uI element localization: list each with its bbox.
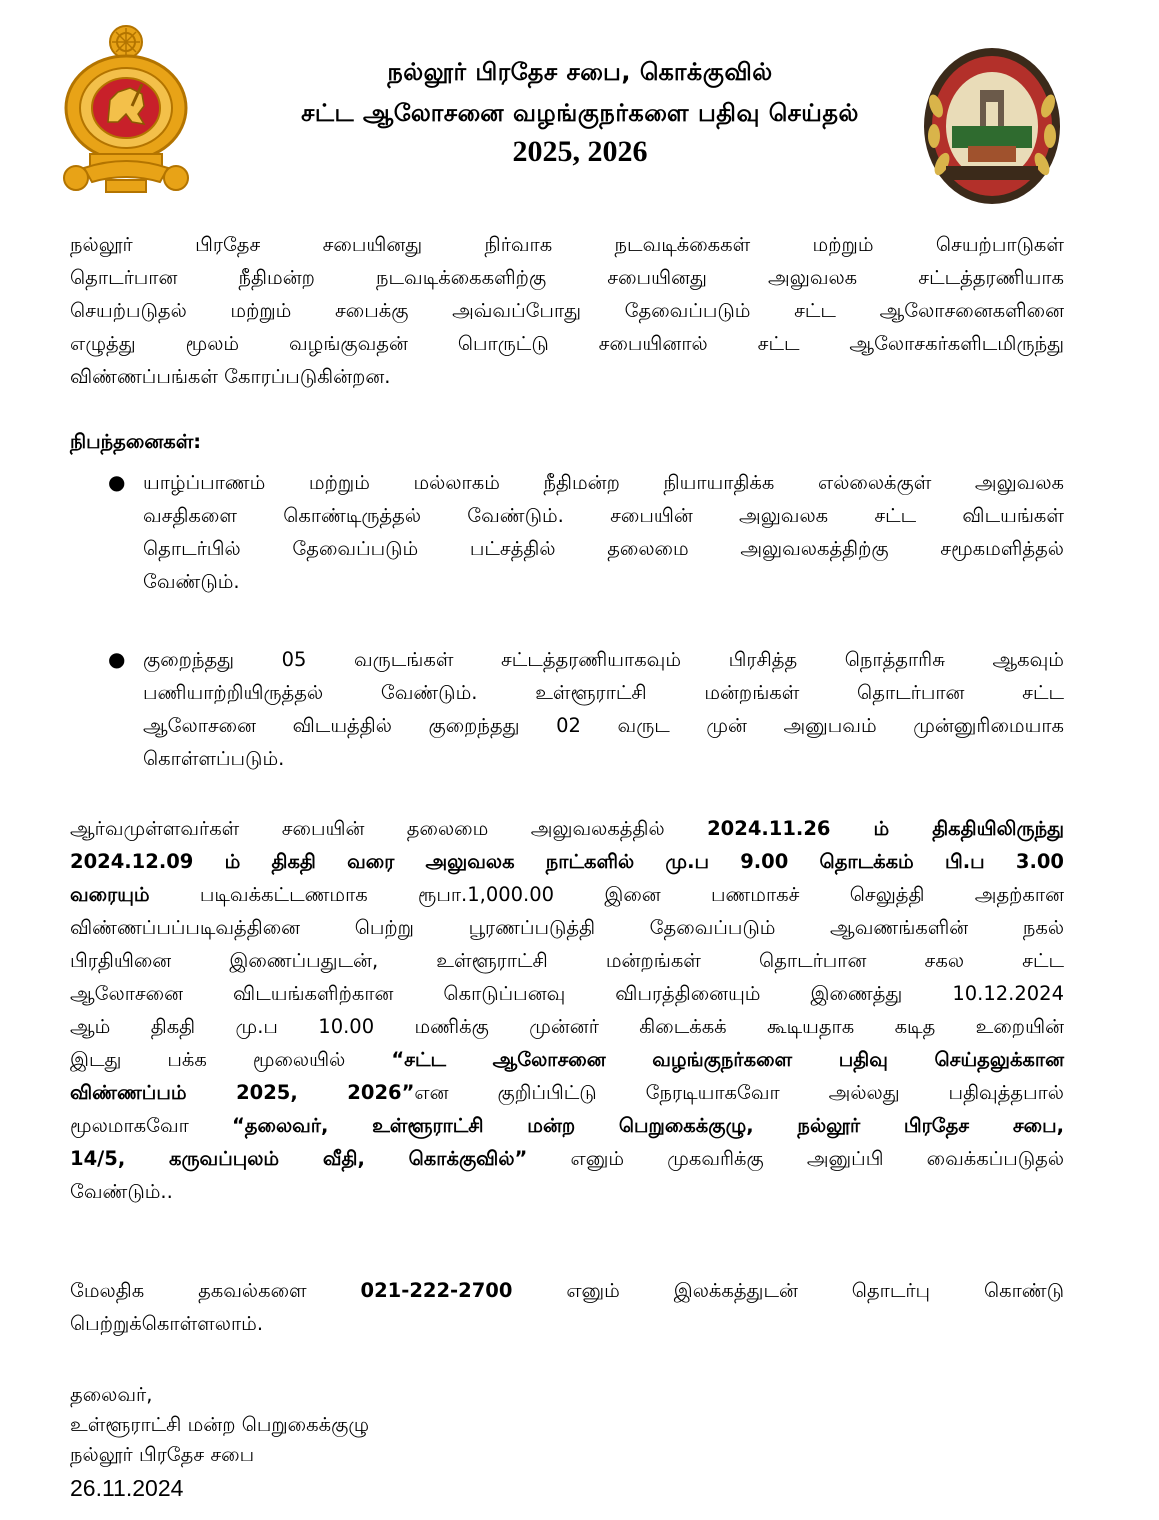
- application-line: மூலமாகவோ “தலைவர், உள்ளூராட்சி மன்ற பெறுகைக்குழு, நல்லூர் பிரதேச சபை,: [70, 1114, 1064, 1137]
- header-title: சட்ட ஆலோசனை வழங்குநர்களை பதிவு செய்தல்: [301, 99, 859, 127]
- contact-paragraph: [70, 1274, 1064, 1340]
- application-line: இடது பக்க மூலையில் “சட்ட ஆலோசனை வழங்குநர்களை பதிவு செய்தலுக்கான: [70, 1048, 1065, 1071]
- application-line: பிரதியினை இணைப்பதுடன், உள்ளூராட்சி மன்றங்கள் தொடர்பான சகல சட்ட: [70, 949, 1064, 972]
- condition-item: [143, 643, 1064, 775]
- application-line: ஆம் திகதி மு.ப 10.00 மணிக்கு முன்னர் கிடைக்கக் கூடியதாக கடித உறையின்: [70, 1015, 1064, 1038]
- intro-line: செயற்படுதல் மற்றும் சபைக்கு அவ்வப்போது தேவைப்படும் சட்ட ஆலோசனைகளினை: [70, 299, 1064, 322]
- condition-line: கொள்ளப்படும்.: [143, 747, 285, 770]
- application-line: 14/5, கருவப்புலம் வீதி, கொக்குவில்” எனும் முகவரிக்கு அனுப்பி வைக்கப்படுதல்: [70, 1147, 1065, 1170]
- application-line: வேண்டும்..: [70, 1180, 173, 1203]
- condition-line: ஆலோசனை விடயத்தில் குறைந்தது 02 வருட முன் அனுபவம் முன்னுரிமையாக: [143, 714, 1064, 737]
- condition-line: தொடர்பில் தேவைப்படும் பட்சத்தில் தலைமை அலுவலகத்திற்கு சமூகமளித்தல்: [143, 537, 1064, 560]
- application-line: விண்ணப்பம் 2025, 2026”என குறிப்பிட்டு நேரடியாகவோ அல்லது பதிவுத்தபால்: [70, 1081, 1064, 1104]
- condition-item: [143, 466, 1064, 598]
- condition-line: குறைந்தது 05 வருடங்கள் சட்டத்தரணியாகவும் பிரசித்த நொத்தாரிசு ஆகவும்: [143, 648, 1064, 671]
- intro-line: நல்லூர் பிரதேச சபையினது நிர்வாக நடவடிக்கைகள் மற்றும் செயற்பாடுகள்: [70, 233, 1064, 256]
- intro-paragraph: [70, 228, 1064, 393]
- header-council-name: நல்லூர் பிரதேச சபை, கொக்குவில்: [387, 58, 773, 86]
- application-paragraph: [70, 812, 1064, 1208]
- sri-lanka-emblem-logo: [60, 22, 192, 194]
- application-line: ஆலோசனை விடயங்களிற்கான கொடுப்பனவு விபரத்தினையும் இணைத்து 10.12.2024: [70, 982, 1064, 1005]
- signature-committee: உள்ளூராட்சி மன்ற பெறுகைக்குழு: [70, 1413, 370, 1436]
- signature-date: 26.11.2024: [70, 1475, 184, 1501]
- condition-line: வசதிகளை கொண்டிருத்தல் வேண்டும். சபையின் அலுவலக சட்ட விடயங்கள்: [143, 504, 1064, 527]
- intro-line: தொடர்பான நீதிமன்ற நடவடிக்கைகளிற்கு சபையினது அலுவலக சட்டத்தரணியாக: [70, 266, 1064, 289]
- intro-line: எழுத்து மூலம் வழங்குவதன் பொருட்டு சபையினால் சட்ட ஆலோசகர்களிடமிருந்து: [70, 332, 1064, 355]
- signature-council: நல்லூர் பிரதேச சபை: [70, 1443, 255, 1466]
- signature-title: தலைவர்,: [70, 1383, 153, 1406]
- condition-line: வேண்டும்.: [143, 570, 240, 593]
- contact-line: பெற்றுக்கொள்ளலாம்.: [70, 1312, 264, 1335]
- intro-line: விண்ணப்பங்கள் கோரப்படுகின்றன.: [70, 365, 391, 388]
- phone-number: 021-222-2700: [360, 1279, 513, 1302]
- application-line: வரையும் படிவக்கட்டணமாக ரூபா.1,000.00 இனை பணமாகச் செலுத்தி அதற்கான: [70, 883, 1064, 906]
- condition-line: பணியாற்றியிருத்தல் வேண்டும். உள்ளூராட்சி மன்றங்கள் தொடர்பான சட்ட: [143, 681, 1064, 704]
- bullet-icon: ●: [108, 470, 126, 494]
- condition-line: யாழ்ப்பாணம் மற்றும் மல்லாகம் நீதிமன்ற நியாயாதிக்க எல்லைக்குள் அலுவலக: [143, 471, 1064, 494]
- application-line: 2024.12.09 ம் திகதி வரை அலுவலக நாட்களில் மு.ப 9.00 தொடக்கம் பி.ப 3.00: [70, 850, 1064, 873]
- header-years: 2025, 2026: [512, 135, 648, 168]
- conditions-heading: நிபந்தனைகள்:: [70, 430, 202, 453]
- bullet-icon: ●: [108, 647, 126, 671]
- application-line: விண்ணப்பப்படிவத்தினை பெற்று பூரணப்படுத்தி தேவைப்படும் ஆவணங்களின் நகல்: [70, 916, 1064, 939]
- contact-line: மேலதிக தகவல்களை 021-222-2700 எனும் இலக்கத்துடன் தொடர்பு கொண்டு: [70, 1279, 1065, 1302]
- application-line: ஆர்வமுள்ளவர்கள் சபையின் தலைமை அலுவலகத்தில் 2024.11.26 ம் திகதியிலிருந்து: [70, 817, 1064, 840]
